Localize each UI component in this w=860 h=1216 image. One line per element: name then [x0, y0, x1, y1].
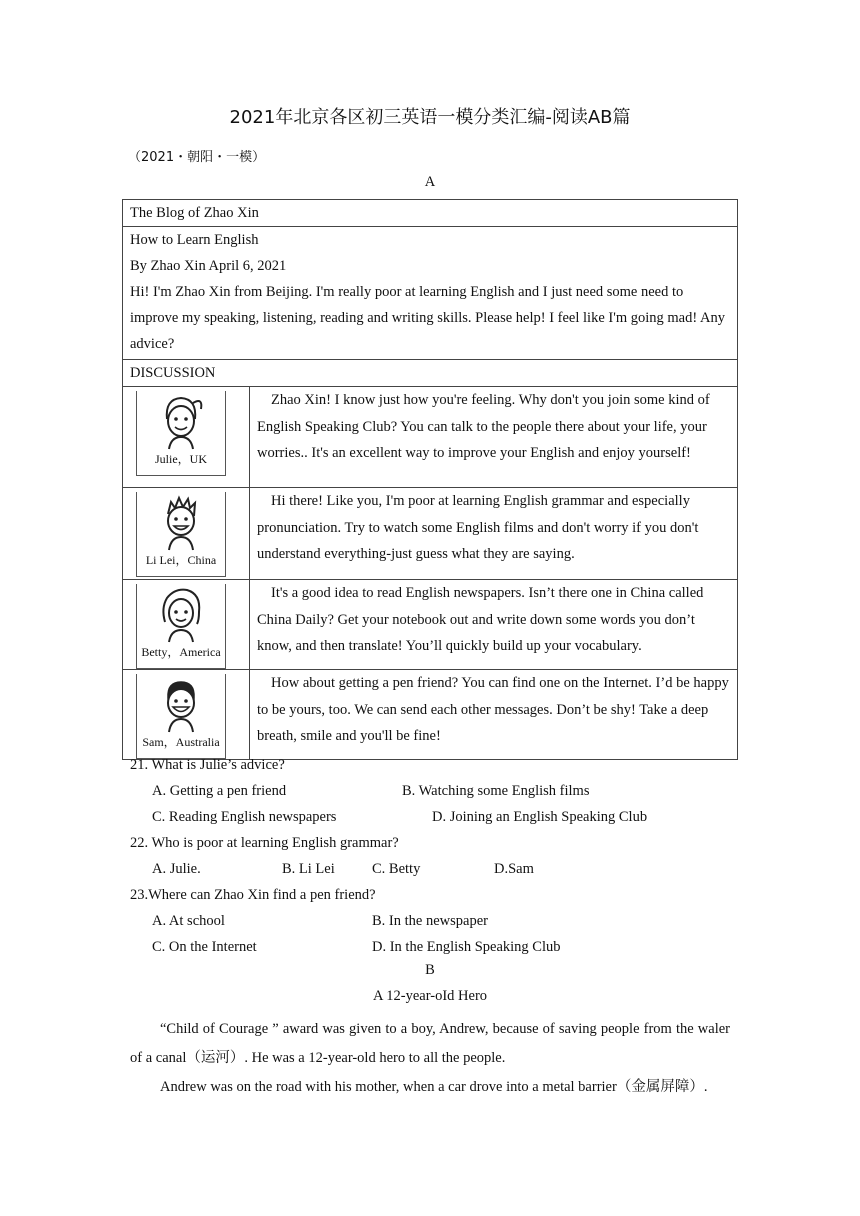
avatar-cell-sam	[123, 670, 250, 760]
option: B. Li Lei	[282, 861, 335, 877]
passage-b-paragraph-2: Andrew was on the road with his mother, when a car drove into a metal barrier（金属屏障）.	[160, 1079, 708, 1095]
comment-julie: Zhao Xin! I know just how you're feeling. Why don't you join some kind of English Speaking Club? You can talk to the people there about your life, your worries.. It's an excellent way to improve your English and enjoy yourself!	[250, 387, 738, 488]
option: D. In the English Speaking Club	[372, 939, 561, 955]
question-21-options-row2	[130, 804, 750, 830]
avatar-name: Betty，America	[141, 645, 221, 659]
avatar-name: Sam，Australia	[142, 735, 220, 749]
avatar-cell-betty	[123, 580, 250, 670]
comment-betty: It's a good idea to read English newspapers. Isn’t there one in China called China Daily? Get your notebook out and write down some words you don’t know, and then translate! You’ll quickly build up your vocabulary.	[250, 580, 738, 670]
question-23-options-row1	[130, 908, 750, 934]
avatar-lilei	[136, 492, 226, 577]
questions-block	[130, 752, 750, 960]
comment-lilei: Hi there! Like you, I'm poor at learning English grammar and especially pronunciation. Try to watch some English films and don't worry if you don't understand everything-just guess what they are saying.	[250, 488, 738, 580]
source-label: （2021・朝阳・一模）	[128, 150, 266, 165]
passage-b-paragraph-1: “Child of Courage ” award was given to a boy, Andrew, because of saving people from the waler of a canal（运河）. He was a 12-year-old hero to all the people.	[130, 1021, 730, 1066]
option: A. Getting a pen friend	[152, 783, 287, 799]
option: A. At school	[152, 913, 225, 929]
section-a-label: A	[424, 174, 436, 190]
question-22-options	[130, 856, 750, 882]
option: D.Sam	[494, 861, 534, 877]
option: B. Watching some English films	[402, 783, 590, 799]
avatar-betty	[136, 584, 226, 669]
question-23: 23.Where can Zhao Xin find a pen friend?	[130, 887, 376, 903]
post-title: How to Learn English	[130, 232, 259, 248]
avatar-julie	[136, 391, 226, 476]
option: C. Betty	[372, 861, 421, 877]
blog-header: The Blog of Zhao Xin	[123, 200, 738, 227]
blog-table	[122, 199, 738, 760]
question-22: 22. Who is poor at learning English grammar?	[130, 835, 399, 851]
avatar-name: Julie，UK	[155, 452, 207, 466]
girl-cartoon-icon	[157, 393, 205, 451]
avatar-sam	[136, 674, 226, 759]
question-21: 21. What is Julie’s advice?	[130, 757, 285, 773]
boy-cartoon-icon	[157, 494, 205, 552]
boy-smiling-cartoon-icon	[157, 676, 205, 734]
post-body: Hi! I'm Zhao Xin from Beijing. I'm really poor at learning English and I just need some need to improve my speaking, listening, reading and writing skills. Please help! I feel like I'm going mad! Any advice?	[130, 284, 725, 352]
option: B. In the newspaper	[372, 913, 488, 929]
girl-curly-cartoon-icon	[157, 586, 205, 644]
discussion-label: DISCUSSION	[123, 360, 738, 387]
option: C. Reading English newspapers	[152, 809, 337, 825]
document-title: 2021年北京各区初三英语一模分类汇编-阅读AB篇	[229, 107, 631, 128]
comment-sam: How about getting a pen friend? You can find one on the Internet. I’d be happy to be yours, too. We can send each other messages. Don’t be shy! Take a deep breath, smile and you'll be fine!	[250, 670, 738, 760]
blog-post	[123, 227, 738, 360]
question-21-options-row1	[130, 778, 750, 804]
post-byline: By Zhao Xin April 6, 2021	[130, 258, 287, 274]
passage-b	[130, 1015, 730, 1102]
avatar-cell-lilei	[123, 488, 250, 580]
section-b-label: B	[425, 962, 435, 978]
avatar-cell-julie	[123, 387, 250, 488]
passage-b-title: A 12-year-oId Hero	[372, 988, 488, 1004]
avatar-name: Li Lei，China	[145, 553, 217, 567]
option: D. Joining an English Speaking Club	[432, 809, 648, 825]
question-23-options-row2	[130, 934, 750, 960]
option: C. On the Internet	[152, 939, 257, 955]
option: A. Julie.	[152, 861, 201, 877]
